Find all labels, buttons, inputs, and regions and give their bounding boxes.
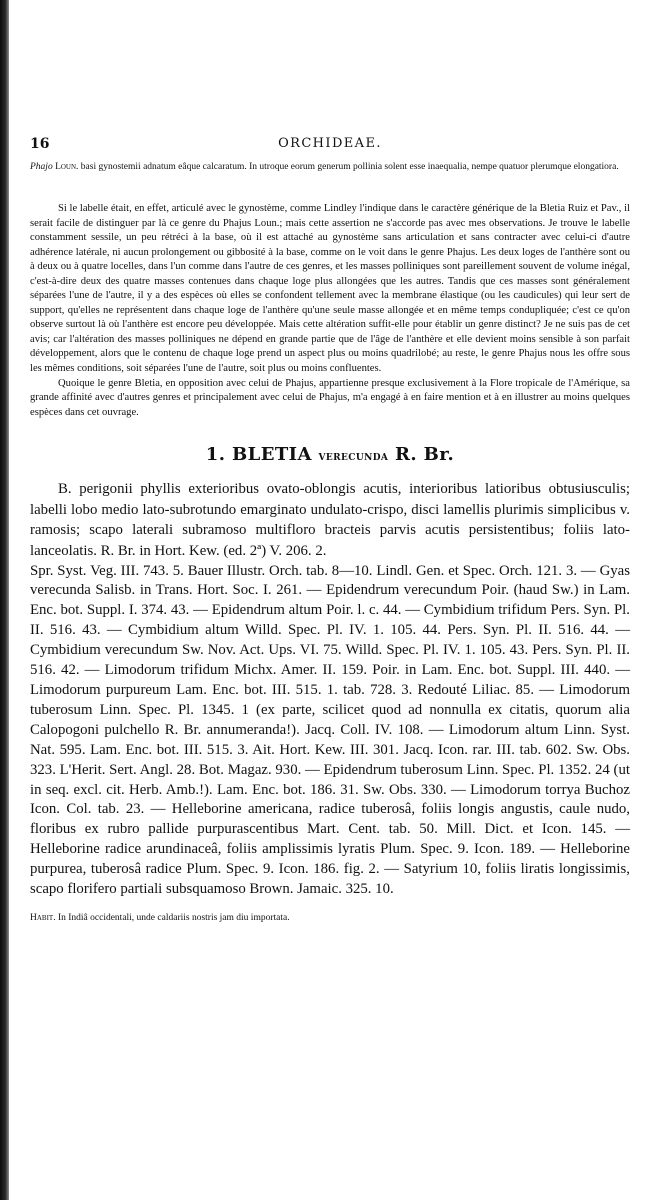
binding-gutter-shadow <box>0 0 9 1200</box>
note-author: Loun. <box>55 162 79 172</box>
running-header <box>30 130 630 154</box>
book-page <box>30 130 630 925</box>
habitat-label: Habit. <box>30 912 56 923</box>
species-number: 1. <box>205 444 226 466</box>
habitat-note <box>30 912 630 925</box>
habitat-text: In Indiâ occidentali, unde caldariis nostris jam diu importata. <box>55 912 290 923</box>
continued-note <box>30 160 630 174</box>
note-genus: Phajo <box>30 162 53 172</box>
species-epithet: verecunda <box>318 449 389 465</box>
species-author: R. Br. <box>394 444 455 466</box>
species-synonymy: Spr. Syst. Veg. III. 743. 5. Bauer Illustr. Orch. tab. 8—10. Lindl. Gen. et Spec. Orch. 121. 3. — Gyas verecunda Salisb. in Trans. Hort. Soc. I. 261. — Epidendrum verecundum Poir. (haud Sw.) in Lam. Enc. bot. Suppl. I. 374. 43. — Epidendrum altum Poir. l. c. 44. — Cymbidium trifidum Pers. Syn. Pl. II. 516. 43. — Cymbidium altum Willd. Spec. Pl. IV. 1. 105. 44. Pers. Syn. Pl. II. 516. 44. — Cymbidium verecundum Sw. Nov. Act. Ups. VI. 75. Willd. Spec. Pl. IV. 1. 105. 43. Pers. Syn. Pl. II. 516. 42. — Limodorum trifidum Michx. Amer. II. 159. Poir. in Lam. Enc. bot. Suppl. III. 440. — Limodorum purpureum Lam. Enc. bot. III. 515. 1. tab. 728. 3. Redouté Liliac. 85. — Limodorum tuberosum Linn. Spec. Pl. 1345. 1 (ex parte, scilicet quod ad nonnulla ex citatis, quorum alia Calopogoni pulchello R. Br. annumeranda!). Jacq. Coll. IV. 108. — Limodorum altum Linn. Syst. Nat. 595. Lam. Enc. bot. III. 515. 3. Ait. Hort. Kew. III. 301. Jacq. Icon. rar. III. tab. 602. Sw. Obs. 323. L'Herit. Sert. Angl. 28. Bot. Magaz. 930. — Epidendrum tuberosum Linn. Spec. Pl. 1352. 24 (ut in seq. excl. cit. Herb. Amb.!). Lam. Enc. bot. 186. 31. Sw. Obs. 330. — Limodorum torrya Buchoz Icon. Col. tab. 23. — Helleborine americana, radice tuberosâ, foliis longis angustis, caule nudo, floribus ex rubro pallide purpurascentibus Mart. Cent. tab. 50. Mill. Dict. et Icon. 145. — Helleborine radice arundinaceâ, foliis amplissimis lyratis Plum. Spec. 9. Icon. 189. — Helleborine purpurea, tuberosâ radice Plum. Spec. 9. Icon. 186. fig. 2. — Satyrium 10, foliis liratis longissimis, scapo florifero partiali subsquamoso Brown. Jamaic. 325. 10. <box>30 562 630 898</box>
page-number: 16 <box>30 136 50 152</box>
species-heading <box>30 444 630 465</box>
running-title: ORCHIDEAE. <box>278 136 382 151</box>
intro-paragraph-2: Quoique le genre Bletia, en opposition avec celui de Phajus, appartienne presque exclusivement à la Flore tropicale de l'Amérique, sa grande affinité avec d'autres genres et principalement avec celui de Phajus, m'a engagé à en faire mention et à en illustrer au moins quelques espèces dans cet ouvrage. <box>30 377 630 418</box>
note-text: basi gynostemii adnatum eâque calcaratum. In utroque eorum generum pollinia solent esse inaequalia, nempe quatuor plerumque elongatiora. <box>78 162 619 172</box>
species-description: B. perigonii phyllis exterioribus ovato-oblongis acutis, interioribus latioribus obtusiusculis; labelli lobo medio lato-subrotundo emarginato undulato-crispo, disci lamellis plurimis simplicibus v. ramosis; scapo laterali subramoso multifloro bracteis parvis acutis persistentibus; foliis lato-lanceolatis. R. Br. in Hort. Kew. (ed. 2ª) V. 206. 2. <box>30 481 630 559</box>
intro-paragraph-1: Si le labelle était, en effet, articulé avec le gynostème, comme Lindley l'indique dans le caractère générique de la Bletia Ruiz et Pav., il serait facile de distinguer par là ce genre du Phajus Loun.; mais cette assertion ne s'accorde pas avec mes observations. Je trouve le labelle constamment sessile, un peu rétréci à la base, où il est attaché au gynostème sans articulation et sans contracter avec celui-ci d'autre adhérence latérale, ni aucun prolongement ou gibbosité à la base, comme on le voit dans le genre Phajus. Les deux loges de l'anthère sont ou à deux ou à quatre locelles, dans l'un comme dans l'autre de ces genres, et les masses polliniques sont pareillement souvent de volume inégal, c'est-à-dire deux des quatre masses contenues dans chaque loge plus allongées que les autres. Tandis que ces masses sont généralement séparées l'une de l'autre, il y a des espèces où elles se confondent tellement avec la membrane élastique (ou les caudicules) qui leur sert de support, qu'elles ne représentent dans chaque loge de l'anthère qu'une seule masse allongée et en même temps condupliquée; c'est ce qu'on observe surtout là où l'anthère est encore peu développée. Mais cette altération suffit-elle pour établir un genre distinct? Je ne suis pas de cet avis; car l'altération des masses polliniques ne dépend en grande partie que de l'âge de l'anthère et elle devient moins sensible à son parfait développement, alors que le contenu de chaque loge prend un aspect plus ou moins quadrilobé; au reste, le genre Phajus nous les offre sous les mêmes conditions, soit séparées l'une de l'autre, soit plus ou moins confluentes. <box>30 203 630 375</box>
species-genus: BLETIA <box>232 444 312 466</box>
